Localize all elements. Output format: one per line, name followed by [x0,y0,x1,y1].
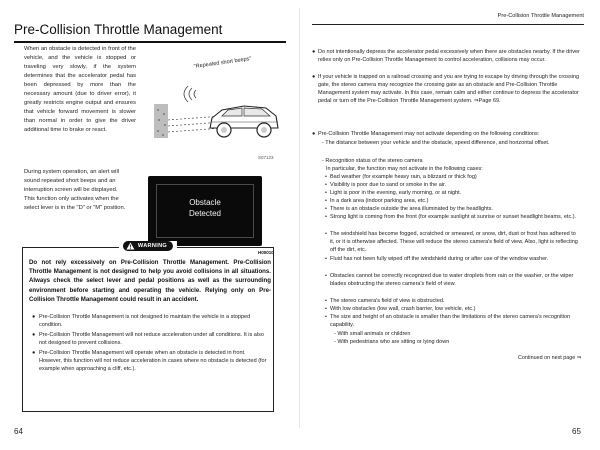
case-item: • There is an obstacle outside the area illuminated by the headlights. [325,206,493,212]
page-number-left: 64 [14,427,23,436]
case-item: • Bad weather (for example heavy rain, a blizzard or thick fog) [325,174,477,180]
continued-link[interactable]: Continued on next page ⇒ [518,355,582,361]
running-header: Pre-Collision Throttle Management [497,13,584,19]
case-item: • Visibility is poor due to sand or smoke in the air. [325,182,447,188]
car-icon [210,106,278,137]
figure-code-2: H00010 [258,250,274,255]
condition-item: - Recognition status of the stereo camera [322,158,423,164]
condition-bullet: ● Pre-Collision Throttle Management may not activate depending on the following conditions: [312,131,540,137]
warning-triangle-icon [126,242,135,250]
warning-text: Do not rely excessively on Pre-Collision Throttle Management. Pre-Collision Throttle Management is not designed to help you avoid collisions in all situations. Always check the select lever and pedal positions as well as the surrounding environment before starting and operating the vehicle. Relying only on Pre-Collision Throttle Management could result in an accident. [29,259,271,303]
sub-case-item: - With pedestrians who are sitting or lying down [334,339,450,345]
warning-badge [123,241,173,251]
case-item: • Strong light is coming from the front (for example sunlight at sunrise or sunset headlight beams, etc.). [325,214,577,220]
figure-code: S07123 [258,155,274,160]
warning-bullet: ● Pre-Collision Throttle Management is not designed to maintain the vehicle in a stopped condition. [32,314,251,329]
case-item: • Light is poor in the evening, early morning, or at night. [325,190,462,196]
page-reference-link[interactable]: ⇒Page 69. [474,98,501,105]
case-item: • Obstacles cannot be correctly recognized due to water droplets from rain or the washer, or the wiper blades obstructing the stereo camera's field of view. [325,273,574,288]
interruption-screen [148,176,262,246]
page-number-right: 65 [572,427,581,436]
sub-case-item: - With small animals or children [334,331,411,337]
case-item: • The windshield has become fogged, scratched or smeared, or snow, dirt, dust or frost has adhered to it, or it is otherwise affected. These will reduce the stereo camera's field of view. Also, light is reflecting off the dirt, etc. [325,231,578,254]
intro-paragraph: When an obstacle is detected in front of the vehicle, and the vehicle is stopped or traveling very slowly, if the system determines that the accelerator pedal has been depressed by more than the necessary amount (due to driver error), it greatly restricts engine output and ensures that vehicle forward movement is slower than normal in order to give the driver additional time to brake or react. [24,46,136,133]
case-item: • Fluid has not been fully wiped off the windshield during or after use of the window washer. [325,256,549,262]
condition-item: - The distance between your vehicle and the obstacle, speed difference, and horizontal offset. [322,140,550,146]
header-rule [312,24,584,25]
warning-label: WARNING [137,243,168,249]
case-item: • In a dark area (indoor parking area, etc.) [325,198,429,204]
case-item: • The size and height of an obstacle is smaller than the limitations of the stereo camera's recognition capability. [325,314,571,329]
illustration-svg [152,50,280,148]
warning-header [119,241,177,251]
warning-box [22,243,274,412]
in-particular-text: In particular, the function may not activate in the following cases: [326,166,483,172]
title-rule [14,41,286,43]
alert-paragraph: During system operation, an alert will sound repeated short beeps and an interruption screen will be displayed. This function only activates when the select lever is in the "D" or "M" position. [24,169,126,211]
screen-frame [156,184,254,238]
caution-bullet: ● If your vehicle is trapped on a railroad crossing and you are trying to escape by driving through the crossing gate, the stereo camera may recognize the crossing gate as an obstacle and Pre-Collision Throttle Management system may activate. In this case, remain calm and either continue to depress the accelerator pedal or turn off the Pre-Collision Throttle Management system. ⇒Page 69. [312,74,580,105]
page-title: Pre-Collision Throttle Management [14,22,223,37]
beep-label: "Repeated short beeps" [193,55,252,70]
case-item: • The stereo camera's field of view is obstructed. [325,298,445,304]
wall [154,104,168,138]
warning-bullet: ● Pre-Collision Throttle Management will not reduce acceleration under all conditions. It is also not designed to prevent collisions. [32,332,264,347]
case-item: • With low obstacles (low wall, crash barrier, low vehicle, etc.) [325,306,476,312]
pedestrian-vehicle-illustration [152,50,280,148]
sound-waves [184,86,196,102]
right-page [300,0,600,450]
warning-bullet: ● Pre-Collision Throttle Management will operate when an obstacle is detected in front. However, this function will not reduce acceleration in cases where no obstacle is detected (for example when approaching a cliff, etc.). [32,350,267,373]
screen-message: Obstacle Detected [188,198,222,218]
caution-bullet: ● Do not intentionally depress the accelerator pedal excessively when there are obstacles nearby. If the driver relies only on Pre-Collision Throttle Management to control acceleration, collisions may occur. [312,49,580,64]
